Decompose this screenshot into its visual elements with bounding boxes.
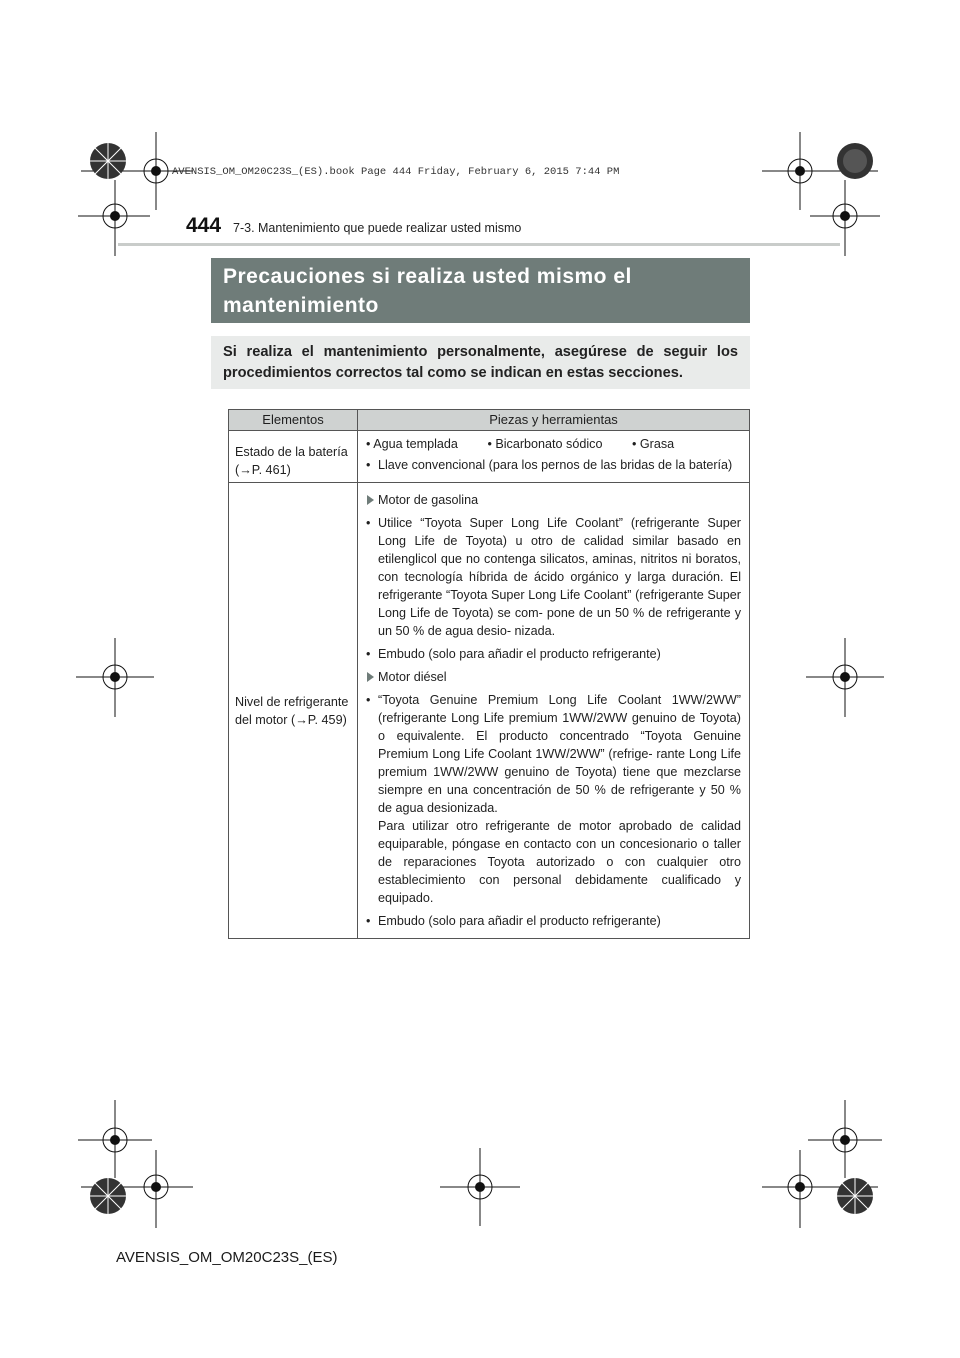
parts-coolant	[358, 483, 750, 939]
gasoline-engine-heading: Motor de gasolina	[366, 491, 741, 509]
column-header-parts: Piezas y herramientas	[358, 410, 750, 431]
column-header-items: Elementos	[229, 410, 358, 431]
table-row	[229, 431, 750, 483]
table-row	[229, 483, 750, 939]
book-header: AVENSIS_OM_OM20C23S_(ES).book Page 444 Friday, February 6, 2015 7:44 PM	[172, 166, 620, 178]
diesel-coolant-text-a: • “Toyota Genuine Premium Long Life Coolant 1WW/2WW” (refrigerante Long Life premium 1WW/2WW genuino de Toyota) o equivalente. El producto concentrado “Toyota Genuine Premium Long Life Coolant 1WW/2WW” (refrige- rante Long Life premium 1WW/2WW genuino de Toyota) tiene que mezclarse siempre en una concentración de 50 % de refrigerante y 50 % de agua desionizada.	[378, 693, 741, 815]
header-rule	[118, 243, 840, 246]
part-baking-soda: • Bicarbonato sódico	[487, 437, 603, 451]
intro-line-1: Si realiza el mantenimiento personalmente, asegúrese de seguir los	[223, 344, 738, 360]
diesel-funnel: • Embudo (solo para añadir el producto refrigerante)	[366, 912, 741, 930]
intro-box	[211, 336, 750, 389]
parts-table	[228, 409, 750, 939]
footer-book-code: AVENSIS_OM_OM20C23S_(ES)	[116, 1249, 338, 1266]
diesel-coolant-text-b: Para utilizar otro refrigerante de motor aprobado de calidad equiparable, póngase en contacto con un concesionario o taller de reparaciones Toyota autorizado o con cualquier otro establecimiento con personal debidamente cualificado y equipado.	[378, 819, 741, 905]
diesel-engine-heading: Motor diésel	[366, 668, 741, 686]
item-battery-line1: Estado de la batería	[235, 445, 348, 459]
section-label: 7-3. Mantenimiento que puede realizar usted mismo	[233, 221, 522, 235]
part-grease: • Grasa	[631, 437, 675, 451]
page-number: 444	[186, 214, 222, 237]
table-header-row	[229, 410, 750, 431]
page-title	[211, 258, 750, 323]
part-warm-water: • Agua templada	[366, 437, 458, 451]
item-battery-line2: (→P. 461)	[235, 463, 291, 477]
item-coolant	[229, 483, 358, 939]
item-coolant-line2: del motor (→P. 459)	[235, 712, 347, 727]
intro-line-2: procedimientos correctos tal como se indican en estas secciones.	[223, 365, 683, 381]
parts-battery	[358, 431, 750, 483]
diesel-coolant-text	[366, 691, 741, 907]
title-line-1: Precauciones si realiza usted mismo el	[223, 265, 632, 288]
gasoline-funnel: • Embudo (solo para añadir el producto refrigerante)	[366, 645, 741, 663]
item-battery	[229, 431, 358, 483]
item-coolant-line1: Nivel de refrigerante	[235, 694, 349, 709]
gasoline-coolant-text: • Utilice “Toyota Super Long Life Coolant” (refrigerante Super Long Life de Toyota) u otro de calidad similar basado en etilenglicol que no contenga silicatos, aminas, nitritos ni boratos, con tecnología híbrida de ácido orgánico y larga duración. El refrigerante “Toyota Super Long Life Coolant” (refrigerante Super Long Life de Toyota) se com- pone de un 50 % de refrigerante y un 50 % de agua desio- nizada.	[366, 514, 741, 640]
title-line-2: mantenimiento	[223, 294, 379, 317]
part-wrench: • Llave convencional (para los pernos de las bridas de la batería)	[366, 456, 741, 474]
